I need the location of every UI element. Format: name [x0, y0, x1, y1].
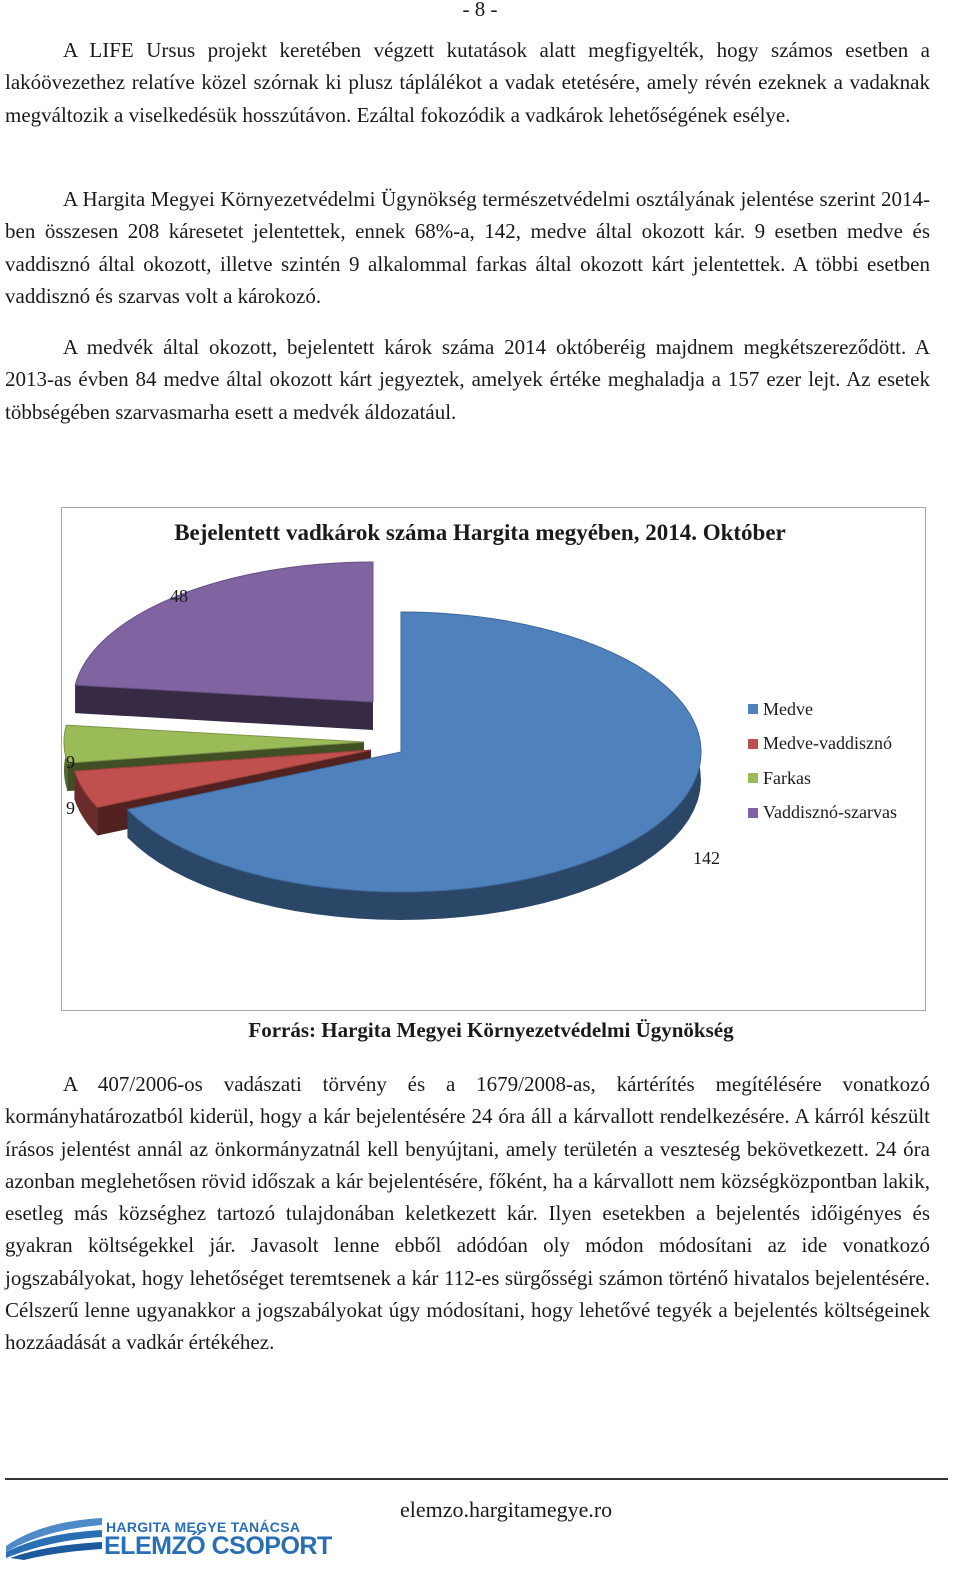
data-label-medve: 142	[693, 848, 720, 868]
legend-swatch-medve-vaddiszno	[748, 739, 758, 749]
data-label-vaddiszno-szarvas: 48	[170, 586, 188, 606]
data-label-medve-vaddiszno: 9	[66, 752, 75, 772]
logo-line1: HARGITA MEGYE TANÁCSA	[106, 1519, 301, 1535]
data-label-farkas: 9	[66, 798, 75, 818]
legend-label-medve-vaddiszno: Medve-vaddisznó	[763, 733, 892, 754]
footer-rule	[5, 1478, 948, 1480]
page-number: - 8 -	[462, 0, 498, 21]
chart-source-caption: Forrás: Hargita Megyei Környezetvédelmi Ügynökség	[248, 1018, 734, 1042]
footer-url: elemzo.hargitamegye.ro	[400, 1497, 613, 1522]
legend-item-vaddiszno-szarvas	[748, 796, 897, 831]
legend-label-vaddiszno-szarvas: Vaddisznó-szarvas	[763, 802, 897, 823]
chart-title: Bejelentett vadkárok száma Hargita megyében, 2014. Október	[174, 520, 786, 545]
pie-slice-vaddiszno-szarvas	[75, 562, 373, 702]
legend-item-medve	[748, 692, 897, 727]
paragraph-hunting-law: A 407/2006-os vadászati törvény és a 1679/2008-as, kártérítés megítélésére vonatkozó kormányhatározatból kiderül, hogy a kár bejelentésére 24 óra áll a kárvallott rendelkezésére. A kárról készült írásos jelentést annál az önkormányzatnál kell benyújtani, amely területén a veszteség bekövetkezett. 24 óra azonban meglehetősen rövid időszak a kár bejelentésére, főként, ha a kárvallott nem községközpontban lakik, esetleg más községhez tartozó tulajdonában keletkezett kár. Ilyen esetekben a bejelentés időigényes és gyakran költségekkel jár. Javasolt lenne ebből adódóan oly módon módosítani az ide vonatkozó jogszabályokat, hogy lehetőséget teremtsenek a kár 112-es sürgősségi számon történő hivatalos bejelentésére. Célszerű lenne ugyanakkor a jogszabályokat úgy módosítani, hogy lehetővé tegyék a bejelentés költségeinek hozzáadását a vadkár értékéhez.	[5, 1072, 930, 1355]
paragraph-life-ursus: A LIFE Ursus projekt keretében végzett kutatások alatt megfigyelték, hogy számos esetben a lakóövezethez relatíve közel szórnak ki plusz táplálékot a vadak etetésére, amely révén ezeknek a vadaknak megváltozik a viselkedésük hosszútávon. Ezáltal fokozódik a vadkárok lehetőségének esélye.	[5, 38, 930, 127]
paragraph-hargita-report: A Hargita Megyei Környezetvédelmi Ügynökség természetvédelmi osztályának jelentése szerint 2014-ben összesen 208 káresetet jelentettek, ennek 68%-a, 142, medve által okozott kár. 9 esetben medve és vaddisznó által okozott, illetve szintén 9 alkalommal farkas által okozott kárt jelentettek. A többi esetben vaddisznó és szarvas volt a károkozó.	[5, 187, 930, 308]
legend-item-farkas	[748, 761, 897, 796]
legend-swatch-farkas	[748, 773, 758, 783]
legend-swatch-vaddiszno-szarvas	[748, 808, 758, 818]
elemzo-csoport-logo	[4, 1502, 104, 1560]
legend-label-medve: Medve	[763, 698, 813, 719]
legend-label-farkas: Farkas	[763, 767, 811, 788]
legend-swatch-medve	[748, 704, 758, 714]
logo-line2: ELEMZŐ CSOPORT	[104, 1532, 332, 1560]
legend-item-medve-vaddiszno	[748, 727, 897, 762]
paragraph-bear-damage: A medvék által okozott, bejelentett károk száma 2014 októberéig majdnem megkétszereződött. A 2013-as évben 84 medve által okozott kárt jegyeztek, amelyek értéke meghaladja a 157 ezer lejt. Az esetek többségében szarvasmarha esett a medvék áldozatául.	[5, 335, 930, 424]
chart-legend	[748, 692, 897, 830]
